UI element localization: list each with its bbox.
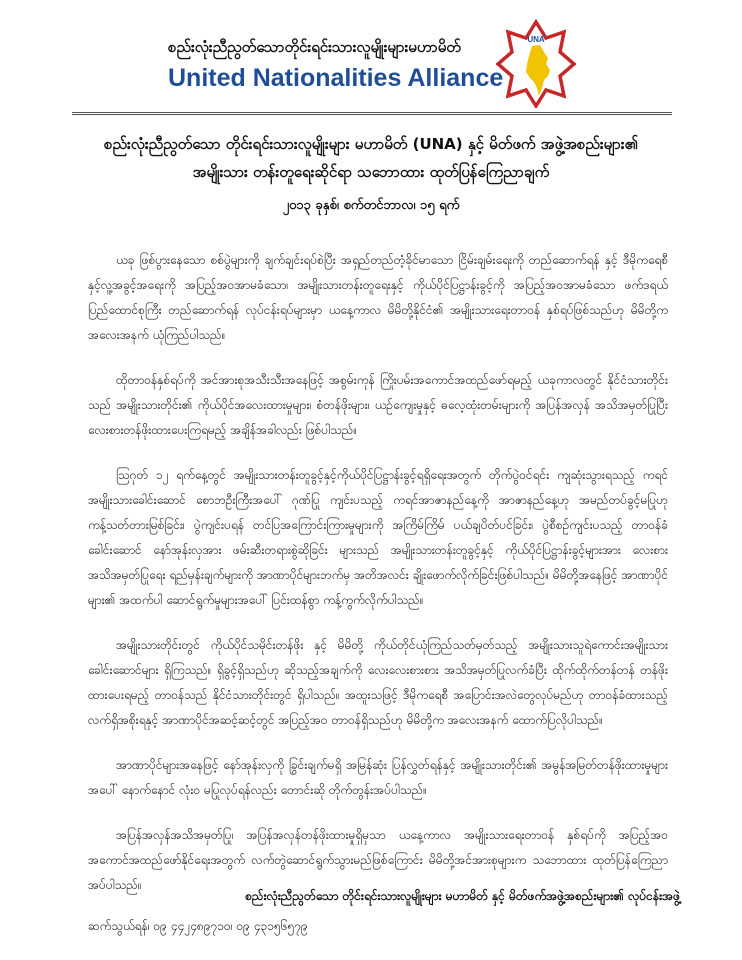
statement-body [88,248,668,918]
paragraph: ယခု ဖြစ်ပွားနေသော စစ်ပွဲများကို ချက်ချင်းရပ်စဲပြီး အရှည်တည်တံ့ခိုင်မာသော ငြိမ်းချမ်းရေးကို တည်ဆောက်ရန် နှင့် ဒီမိုကရေစီနှင့်လူ့အခွင့်အရေးကို အပြည့်အဝအာမခံသော၊ အမျိုးသားတန်းတူရေးနှင့် ကိုယ်ပိုင်ပြဋ္ဌာန်းခွင့်ကို အပြည့်အဝအာမခံသော ဖက်ဒရယ်ပြည်ထောင်စုကြီး တည်ဆောက်ရန် လုပ်ငန်းရပ်များမှာ ယနေ့ကာလ မိမိတို့နိုင်ငံ၏ အမျိုးသားရေးတာဝန် နှစ်ရပ်ဖြစ်သည်ဟု မိမိတို့က အလေးအနက် ယုံကြည်ပါသည်။ [88,253,668,342]
logo-text: UNA [527,35,545,44]
org-name-burmese: စည်းလုံးညီညွတ်သောတိုင်းရင်းသားလူမျိုးများမဟာမိတ် [168,38,461,56]
paragraph: ဩဂုတ် ၁၂ ရက်နေ့တွင် အမျိုးသားတန်းတူခွင့်နှင့်ကိုယ်ပိုင်ပြဋ္ဌာန်းခွင့်ရရှိရေးအတွက် တိုက်ပွဲဝင်ရင်း ကျဆုံးသွားရသည့် ကရင်အမျိုးသားခေါင်းဆောင် စောဘဦးကြီးအပေါ် ဂုဏ်ပြု ကျင်းပသည့် ကရင်အာဇာနည်နေ့ကို အာဇာနည်နေ့ဟု အမည်တပ်ခွင့်မပြုဟု ကန့်သတ်တားမြစ်ခြင်း၊ ပွဲကျင်းပရန် တင်ပြအကြောင်းကြားမှုများကို အကြိမ်ကြိမ် ပယ်ချပိတ်ပင်ခြင်း၊ ပွဲစီစဉ်ကျင်းပသည့် တာဝန်ခံခေါင်းဆောင် နော်အုန်းလှအား ဖမ်းဆီးတရားစွဲဆိုခြင်း များသည် အမျိုးသားတန်းတူခွင့်နှင့် ကိုယ်ပိုင်ပြဋ္ဌာန်းခွင့်များအား လေးစားအသိအမှတ်ပြုရေး ရည်မှန်းချက်များကို အာဏာပိုင်များဘက်မှ အတိအလင်း ချိုးဖောက်လိုက်ခြင်းဖြစ်ပါသည်။ မိမိတို့အနေဖြင့် အာဏာပိုင်များ၏ အထက်ပါ ဆောင်ရွက်မှုများအပေါ် ပြင်းထန်စွာ ကန့်ကွက်လိုက်ပါသည်။ [88,468,668,607]
org-name-english: United Nationalities Alliance [168,64,504,92]
signature-line: စည်းလုံးညီညွတ်သော တိုင်းရင်းသားလူမျိုးများ မဟာမိတ် နှင့် မိတ်ဖက်အဖွဲ့အစည်းများ၏ လုပ်ငန်းအဖွဲ့ [245,889,680,903]
paragraph: အပြန်အလှန်အသိအမှတ်ပြု၊ အပြန်အလှန်တန်ဖိုးထားမှုရှိမှသာ ယနေ့ကာလ အမျိုးသားရေးတာဝန် နှစ်ရပ်ကို အပြည့်အဝ အကောင်အထည်ဖော်နိုင်ရေးအတွက် လက်တွဲဆောင်ရွက်သွားမည်ဖြစ်ကြောင်း မိမိတို့အင်အားစုများက သဘောထား ထုတ်ပြန်ကြေညာအပ်ပါသည်။ [88,828,668,892]
paragraph: အမျိုးသားတိုင်းတွင် ကိုယ်ပိုင်သမိုင်းတန်ဖိုး နှင့် မိမိတို့ ကိုယ်တိုင်ယုံကြည်သတ်မှတ်သည့် အမျိုးသားသူရဲကောင်းအမျိုးသား ခေါင်းဆောင်များ ရှိကြသည်။ ရှိခွင့်ရှိသည်ဟု ဆိုသည့်အချက်ကို လေးလေးစားစား အသိအမှတ်ပြုလက်ခံပြီး ထိုက်ထိုက်တန်တန် တန်ဖိုးထားပေးရမည့် တာဝန်သည် နိုင်ငံသားတိုင်းတွင် ရှိပါသည်။ အထူးသဖြင့် ဒီမိုကရေစီ အပြောင်းအလဲတွေလုပ်မည်ဟု တာဝန်ခံထားသည့် လက်ရှိအစိုးရနှင့် အာဏာပိုင်အဆင့်ဆင့်တွင် အပြည့်အဝ တာဝန်ရှိသည်ဟု မိမိတို့က အလေးအနက် ထောက်ပြလိုပါသည်။ [88,638,668,727]
title-line-2: အမျိုးသား တန်းတူရေးဆိုင်ရာ သဘောထား ထုတ်ပြန်ကြေညာချက် [192,163,550,181]
title-line-1: စည်းလုံးညီညွတ်သော တိုင်းရင်းသားလူမျိုးများ မဟာမိတ် (UNA) နှင့် မိတ်ဖက် အဖွဲ့အစည်းများ၏ [104,135,638,153]
contact-phones: ဆက်သွယ်ရန်၊ ၀၉ ၄၄၂၄၈၉၇၁၀၊ ၀၉ ၄၃၁၅၆၅၇၉ [88,919,308,933]
header-divider [72,112,672,115]
una-logo [496,18,576,108]
paragraph: အာဏာပိုင်များအနေဖြင့် နော်အုန်းလှကို ခြွင်းချက်မရှိ အမြန်ဆုံး ပြန်လွှတ်ရန်နှင့် အမျိုးသားတိုင်း၏ အမွန်အမြတ်တန်ဖိုးထားမှုများအပေါ် နောက်နောင် လုံးဝ မပြုလုပ်ရန်လည်း တောင်းဆို တိုက်တွန်းအပ်ပါသည်။ [88,758,668,797]
statement-date: ၂၀၁၃ ခုနှစ်၊ စက်တင်ဘာလ၊ ၁၅ ရက် [282,198,460,213]
letterhead [0,0,742,110]
statement-title [60,130,682,186]
paragraph: ထိုတာဝန်နှစ်ရပ်ကို အင်အားစုအသီးသီးအနေဖြင့် အစွမ်းကုန် ကြိုးပမ်းအကောင်အထည်ဖော်ရမည့် ယခုကာလတွင် နိုင်ငံသားတိုင်းသည် အမျိုးသားတိုင်း၏ ကိုယ်ပိုင်အလေးထားမှုများ၊ စံတန်ဖိုးများ၊ ယဉ်ကျေးမှုနှင့် ဓလေ့ထုံးတမ်းများကို အပြန်အလှန် အသိအမှတ်ပြုပြီး လေးစားတန်ဖိုးထားပေးကြရမည့် အချိန်အခါလည်း ဖြစ်ပါသည်။ [88,373,668,437]
